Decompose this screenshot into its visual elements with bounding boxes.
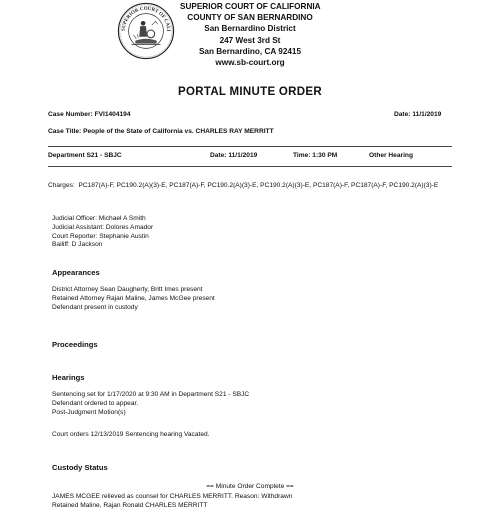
hearing-line: Defendant ordered to appear. (52, 399, 139, 407)
charges-label: Charges: (48, 182, 75, 189)
hearing-vacated-note: Court orders 12/13/2019 Sentencing hearing Vacated. (52, 431, 210, 438)
charges-list: PC187(A)-F, PC190.2(A)(3)-E, PC187(A)-F, PC190.2(A)(3)-E, PC190.2(A)(3)-E, PC187(A)-F, PC187(A)-F, PC190.2(A)(3)-E (78, 182, 439, 189)
case-number-label: Case Number: (48, 111, 93, 118)
case-date-value: 11/1/2019 (412, 111, 442, 118)
case-date-label: Date: (394, 111, 411, 118)
appearance-line: District Attorney Sean Daugherty, Britt Imes present (52, 286, 203, 293)
case-number-value: FVI1404194 (94, 111, 131, 118)
city-address: San Bernardino, CA 92415 (198, 46, 302, 56)
minute-order-complete: == Minute Order Complete == (206, 483, 294, 490)
hearing-time: Time: 1:30 PM (293, 152, 338, 159)
hearings-list (52, 391, 249, 417)
custody-line: Retained Maline, Rajan Ronald CHARLES MERRITT (52, 501, 208, 509)
case-date (394, 111, 441, 118)
judicial-assistant: Judicial Assistant: Dolores Amador (52, 223, 154, 231)
hearing-date: Date: 11/1/2019 (210, 152, 258, 159)
judicial-officer: Judicial Officer: Michael A Smith (52, 215, 146, 222)
appearances-list (52, 286, 215, 312)
court-header (180, 1, 320, 68)
court-reporter: Court Reporter: Stephanie Austin (52, 232, 149, 240)
case-title-value: People of the State of California vs. CHARLES RAY MERRITT (83, 128, 274, 135)
divider-bottom (48, 166, 452, 167)
hearing-type: Other Hearing (369, 152, 413, 159)
county-name: COUNTY OF SAN BERNARDINO (187, 13, 313, 23)
district-name: San Bernardino District (204, 24, 296, 34)
proceedings-heading: Proceedings (52, 340, 98, 349)
charges (48, 181, 458, 190)
document-title: PORTAL MINUTE ORDER (178, 86, 322, 98)
divider-top (48, 146, 452, 147)
custody-line: JAMES MCGEE relieved as counsel for CHARLES MERRITT. Reason: Withdrawn (52, 493, 293, 500)
court-seal (117, 2, 175, 60)
appearance-line: Defendant present in custody (52, 303, 138, 311)
street-address: 247 West 3rd St (219, 35, 281, 45)
case-title (48, 128, 274, 135)
case-number (48, 111, 131, 118)
custody-list (52, 493, 292, 511)
court-website: www.sb-court.org (215, 58, 285, 68)
hearing-line: Post-Judgment Motion(s) (52, 408, 126, 416)
court-officers (52, 215, 153, 250)
appearance-line: Retained Attorney Rajan Maline, James McGee present (52, 294, 215, 302)
case-title-label: Case Title: (48, 128, 82, 135)
appearances-heading: Appearances (52, 268, 100, 277)
court-name: SUPERIOR COURT OF CALIFORNIA (180, 2, 321, 11)
seal-text: SUPERIOR COURT OF CALI (121, 6, 171, 32)
hearings-heading: Hearings (52, 373, 85, 382)
custody-heading: Custody Status (52, 463, 108, 472)
bailiff: Bailiff: D Jackson (52, 241, 103, 249)
hearing-line: Sentencing set for 1/17/2020 at 9:30 AM in Department S21 - SBJC (52, 391, 250, 398)
department: Department S21 - SBJC (48, 152, 122, 159)
